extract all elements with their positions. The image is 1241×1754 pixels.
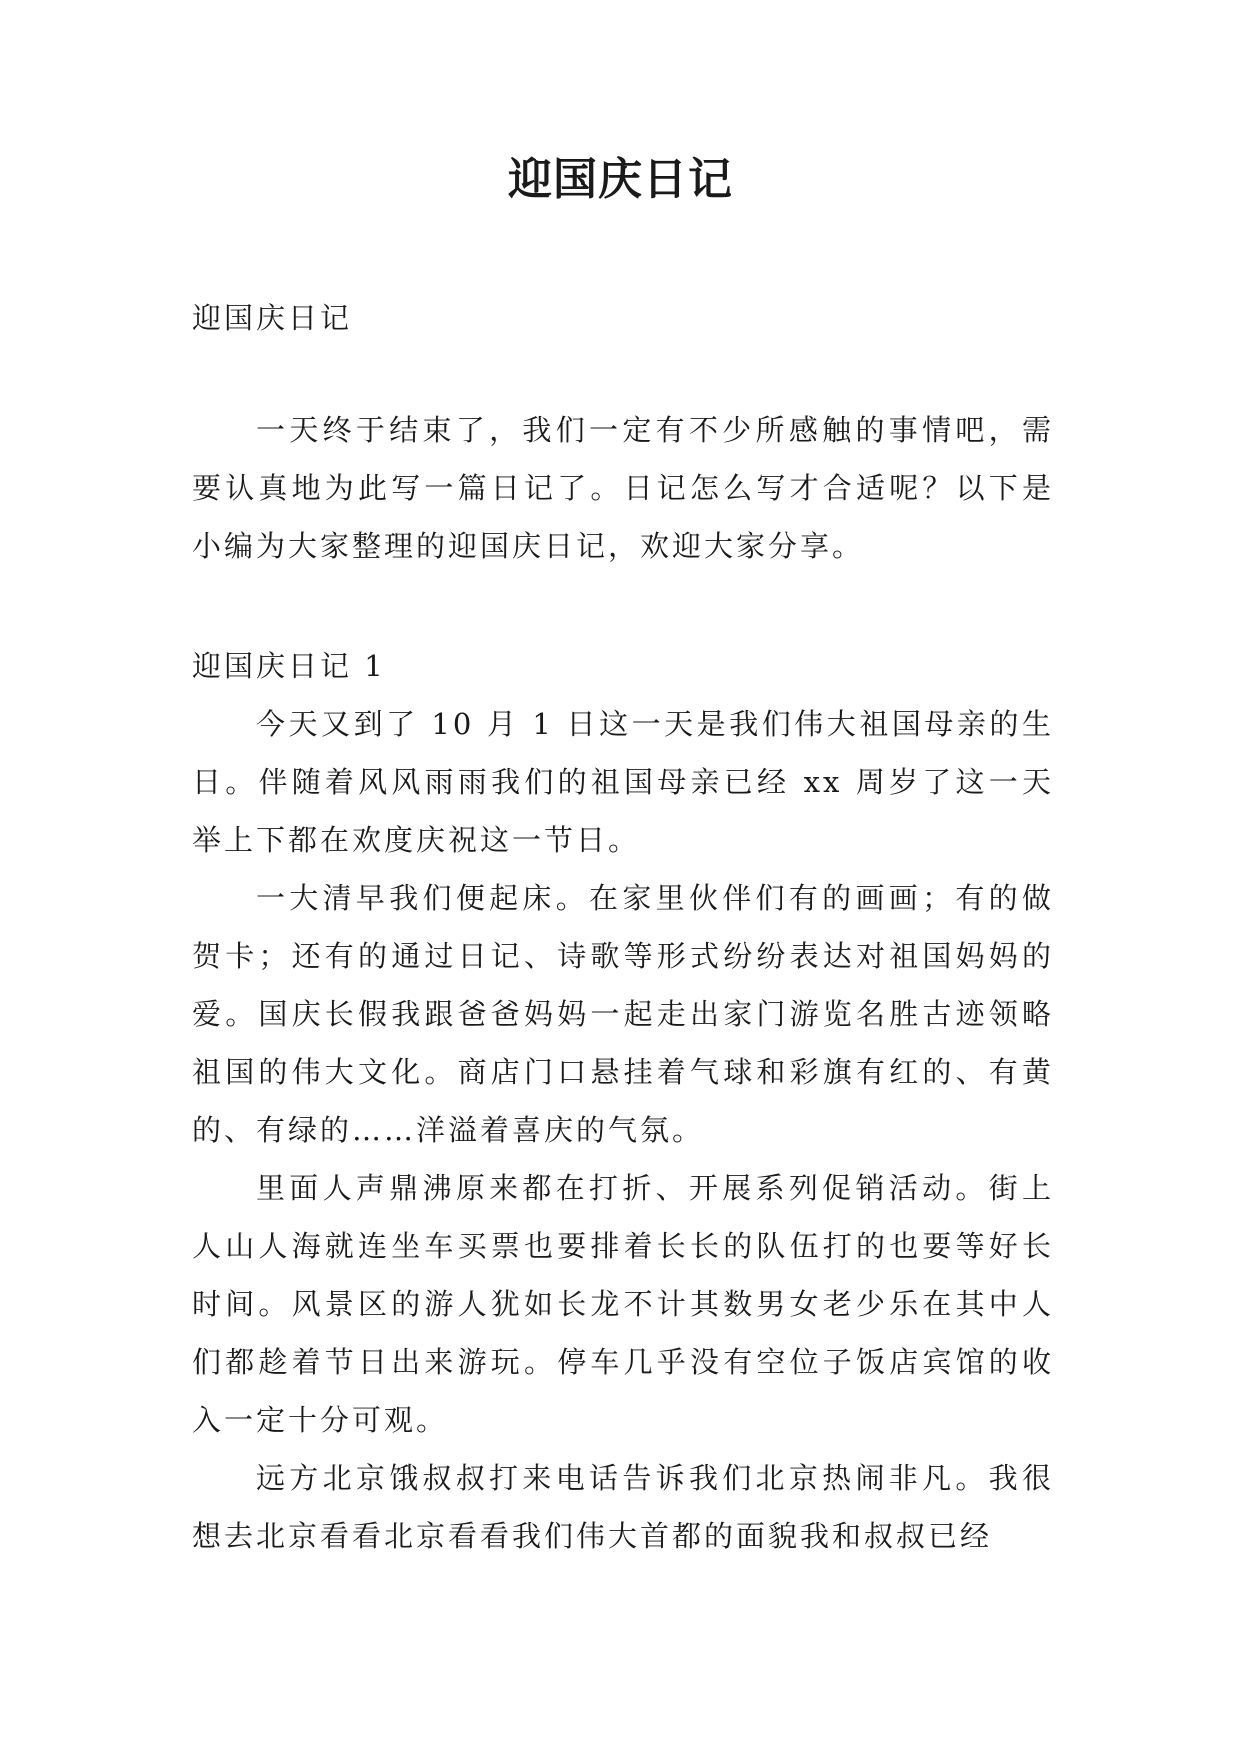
section-body [192,695,1054,1565]
section-heading: 迎国庆日记 1 [192,649,386,683]
body-paragraph-4: 远方北京饿叔叔打来电话告诉我们北京热闹非凡。我很想去北京看看北京看看我们伟大首都的面貌我和叔叔已经 [192,1461,1054,1553]
body-paragraph-1: 今天又到了 10 月 1 日这一天是我们伟大祖国母亲的生日。伴随着风风雨雨我们的祖国母亲已经 xx 周岁了这一天举上下都在欢度庆祝这一节日。 [192,707,1054,857]
document-subtitle: 迎国庆日记 [192,301,353,335]
body-paragraph-3: 里面人声鼎沸原来都在打折、开展系列促销活动。街上人山人海就连坐车买票也要排着长长的队伍打的也要等好长时间。风景区的游人犹如长龙不计其数男女老少乐在其中人们都趁着节日出来游玩。停车几乎没有空位子饭店宾馆的收入一定十分可观。 [192,1171,1054,1437]
document-title: 迎国庆日记 [508,154,733,205]
body-paragraph-2: 一大清早我们便起床。在家里伙伴们有的画画；有的做贺卡；还有的通过日记、诗歌等形式纷纷表达对祖国妈妈的爱。国庆长假我跟爸爸妈妈一起走出家门游览名胜古迹领略祖国的伟大文化。商店门口悬挂着气球和彩旗有红的、有黄的、有绿的……洋溢着喜庆的气氛。 [192,881,1054,1147]
intro-paragraph: 一天终于结束了，我们一定有不少所感触的事情吧，需要认真地为此写一篇日记了。日记怎么写才合适呢？以下是小编为大家整理的迎国庆日记，欢迎大家分享。 [192,413,1054,563]
